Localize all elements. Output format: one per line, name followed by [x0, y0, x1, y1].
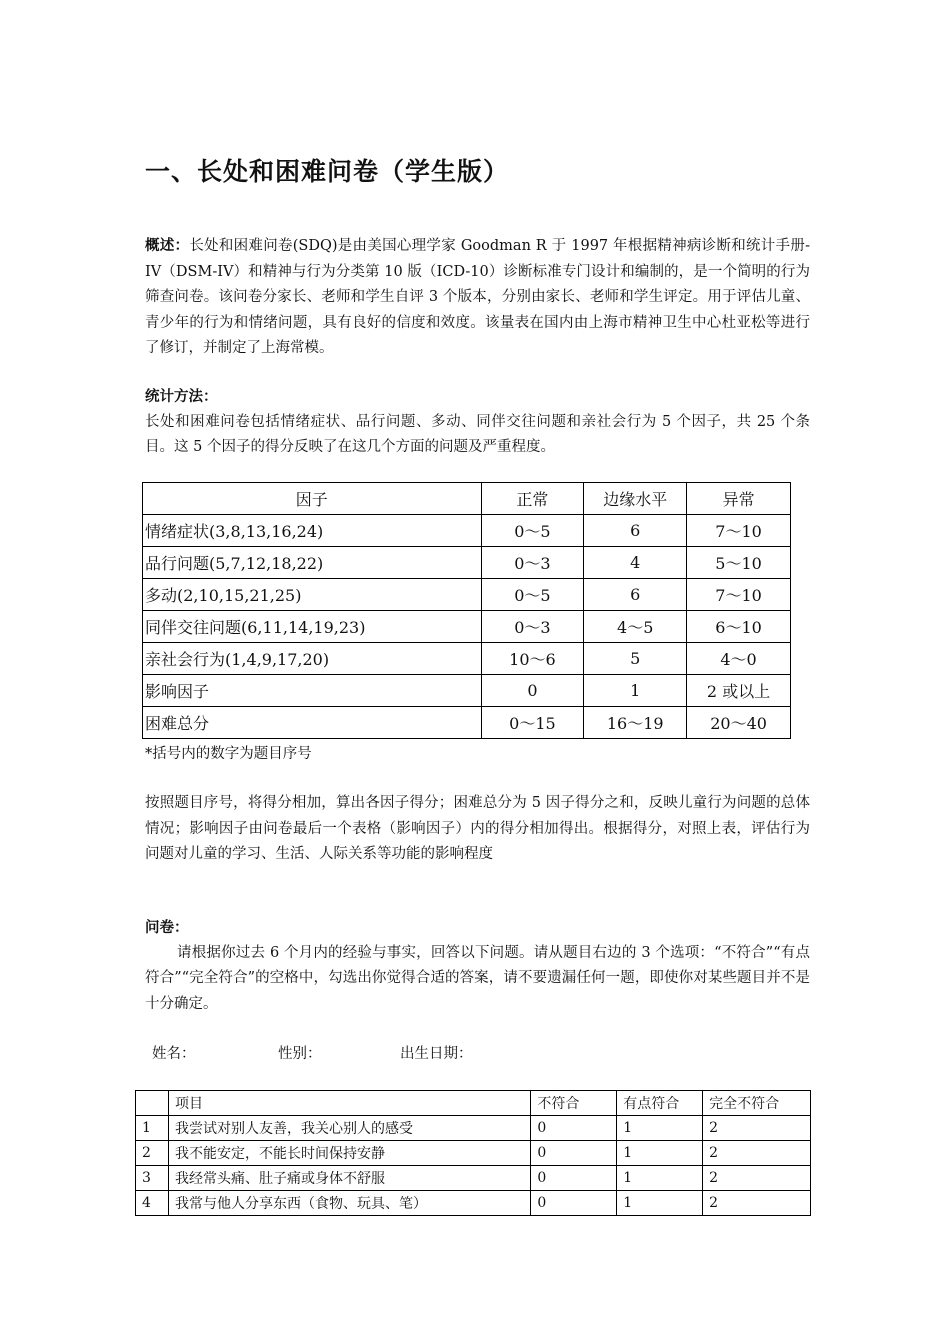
table-row	[143, 643, 791, 675]
factor-name: 亲社会行为(1,4,9,17,20)	[143, 643, 482, 675]
table-cell: 0～15	[481, 707, 584, 739]
header-cell	[136, 1091, 169, 1116]
question-number: 1	[136, 1116, 169, 1141]
factor-name: 情绪症状(3,8,13,16,24)	[143, 515, 482, 547]
table-cell: 0～5	[481, 579, 584, 611]
table-cell: 1	[584, 675, 687, 707]
question-table-header	[136, 1091, 811, 1116]
answer-option-somewhat-true[interactable]: 1	[617, 1141, 703, 1166]
factor-name: 多动(2,10,15,21,25)	[143, 579, 482, 611]
table-cell: 20～40	[687, 707, 791, 739]
question-table	[135, 1090, 811, 1216]
header-cell: 正常	[481, 483, 584, 515]
header-cell: 不符合	[531, 1091, 617, 1116]
table-cell: 0～3	[481, 547, 584, 579]
factor-table-header	[143, 483, 791, 515]
table-cell: 5	[584, 643, 687, 675]
table-cell: 6	[584, 579, 687, 611]
table-row	[143, 579, 791, 611]
question-text: 我尝试对别人友善，我关心别人的感受	[168, 1116, 530, 1141]
table-cell: 6～10	[687, 611, 791, 643]
question-number: 4	[136, 1191, 169, 1216]
table-row	[136, 1141, 811, 1166]
header-cell: 边缘水平	[584, 483, 687, 515]
answer-option-somewhat-true[interactable]: 1	[617, 1191, 703, 1216]
answer-option-certainly-true[interactable]: 2	[703, 1116, 811, 1141]
answer-option-not-true[interactable]: 0	[531, 1116, 617, 1141]
scoring-paragraph: 按照题目序号，将得分相加，算出各因子得分；困难总分为 5 因子得分之和，反映儿童行为问题的总体情况；影响因子由问卷最后一个表格（影响因子）内的得分相加得出。根据得分，对照上表，评估行为问题对儿童的学习、生活、人际关系等功能的影响程度	[145, 795, 810, 862]
table-cell: 6	[584, 515, 687, 547]
factor-name: 品行问题(5,7,12,18,22)	[143, 547, 482, 579]
questionnaire-section	[145, 915, 810, 1017]
answer-option-not-true[interactable]: 0	[531, 1166, 617, 1191]
header-cell: 项目	[168, 1091, 530, 1116]
answer-option-certainly-true[interactable]: 2	[703, 1191, 811, 1216]
table-row	[143, 707, 791, 739]
header-cell: 有点符合	[617, 1091, 703, 1116]
overview-text: 长处和困难问卷(SDQ)是由美国心理学家 Goodman R 于 1997 年根据精神病诊断和统计手册-IV（DSM-IV）和精神与行为分类第 10 版（ICD-10）诊断标准专门设计和编制的，是一个简明的行为筛查问卷。该问卷分家长、老师和学生自评 3 个版本，分别由家长、老师和学生评定。用于评估儿童、青少年的行为和情绪问题，具有良好的信度和效度。该量表在国内由上海市精神卫生中心杜亚松等进行了修订，并制定了上海常模。	[145, 238, 810, 356]
header-cell: 完全不符合	[703, 1091, 811, 1116]
questionnaire-instructions: 请根据你过去 6 个月内的经验与事实，回答以下问题。请从题目右边的 3 个选项：“不符合”“有点符合”“完全符合”的空格中，勾选出你觉得合适的答案，请不要遗漏任何一题，即使你对某些题目并不是十分确定。	[145, 944, 810, 1012]
table-row	[136, 1116, 811, 1141]
question-text: 我不能安定，不能长时间保持安静	[168, 1141, 530, 1166]
stats-section	[145, 384, 810, 461]
page-title: 一、长处和困难问卷（学生版）	[145, 157, 510, 186]
factor-name: 困难总分	[143, 707, 482, 739]
table-cell: 0～3	[481, 611, 584, 643]
table-row	[143, 515, 791, 547]
header-cell: 因子	[143, 483, 482, 515]
question-number: 3	[136, 1166, 169, 1191]
answer-option-somewhat-true[interactable]: 1	[617, 1166, 703, 1191]
factor-table	[142, 482, 791, 739]
birth-field-label: 出生日期：	[400, 1046, 473, 1062]
overview-paragraph	[145, 233, 810, 362]
table-row	[143, 675, 791, 707]
answer-option-not-true[interactable]: 0	[531, 1191, 617, 1216]
table-row	[143, 611, 791, 643]
question-number: 2	[136, 1141, 169, 1166]
factor-name: 影响因子	[143, 675, 482, 707]
gender-field-label: 性别：	[278, 1046, 322, 1062]
stats-text: 长处和困难问卷包括情绪症状、品行问题、多动、同伴交往问题和亲社会行为 5 个因子，共 25 个条目。这 5 个因子的得分反映了在这几个方面的问题及严重程度。	[145, 413, 810, 455]
table-cell: 2 或以上	[687, 675, 791, 707]
table-cell: 7～10	[687, 579, 791, 611]
table-cell: 4	[584, 547, 687, 579]
answer-option-certainly-true[interactable]: 2	[703, 1166, 811, 1191]
table-cell: 4～0	[687, 643, 791, 675]
question-text: 我经常头痛、肚子痛或身体不舒服	[168, 1166, 530, 1191]
table-cell: 10～6	[481, 643, 584, 675]
answer-option-not-true[interactable]: 0	[531, 1141, 617, 1166]
questionnaire-label: 问卷：	[145, 919, 189, 936]
respondent-info	[152, 1042, 473, 1063]
header-cell: 异常	[687, 483, 791, 515]
table-cell: 5～10	[687, 547, 791, 579]
table-row	[136, 1166, 811, 1191]
table-row	[136, 1191, 811, 1216]
table-cell: 0～5	[481, 515, 584, 547]
answer-option-somewhat-true[interactable]: 1	[617, 1116, 703, 1141]
table-cell: 16～19	[584, 707, 687, 739]
factor-name: 同伴交往问题(6,11,14,19,23)	[143, 611, 482, 643]
table-row	[143, 547, 791, 579]
stats-label: 统计方法：	[145, 388, 218, 405]
table-cell: 0	[481, 675, 584, 707]
table-note: *括号内的数字为题目序号	[145, 746, 312, 762]
question-text: 我常与他人分享东西（食物、玩具、笔）	[168, 1191, 530, 1216]
name-field-label: 姓名：	[152, 1046, 196, 1062]
table-cell: 4～5	[584, 611, 687, 643]
overview-label: 概述：	[145, 237, 190, 254]
answer-option-certainly-true[interactable]: 2	[703, 1141, 811, 1166]
table-cell: 7～10	[687, 515, 791, 547]
